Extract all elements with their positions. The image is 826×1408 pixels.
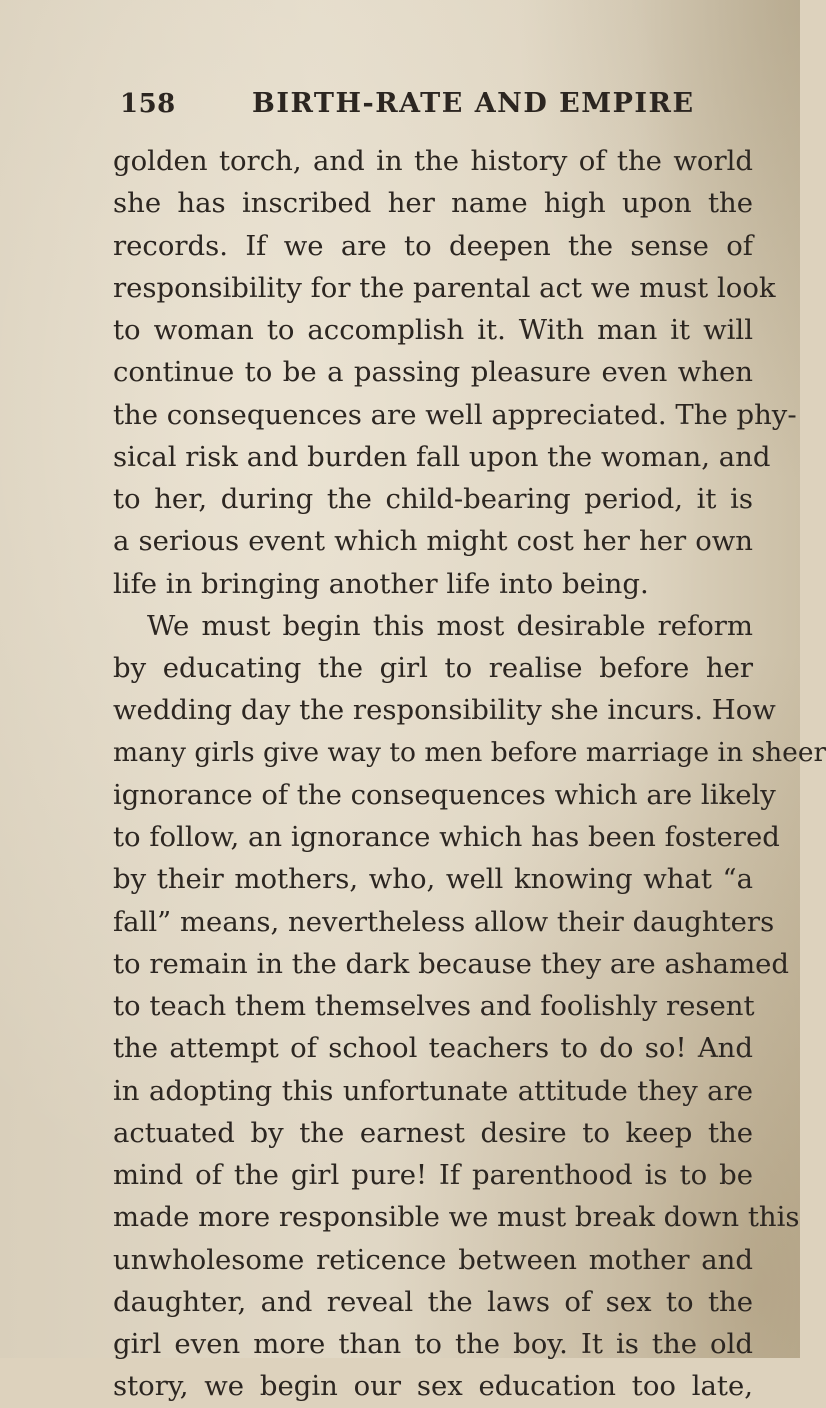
text-line-paragraph-end: life in bringing another life into being. — [113, 567, 649, 600]
text-line: ignorance of the consequences which are likely — [113, 778, 776, 811]
text-line: by educating the girl to realise before her — [113, 652, 753, 684]
text-line: a serious event which might cost her her own — [113, 525, 753, 558]
text-line: the attempt of school teachers to do so! And — [113, 1032, 753, 1065]
text-line: to follow, an ignorance which has been fostered — [113, 821, 780, 853]
page-number: 158 — [120, 89, 176, 119]
text-line: golden torch, and in the history of the world — [113, 145, 753, 177]
text-line: actuated by the earnest desire to keep the — [113, 1116, 753, 1149]
text-line: story, we begin our sex education too late, — [113, 1370, 753, 1403]
text-line: wedding day the responsibility she incurs. How — [113, 694, 776, 727]
text-line: made more responsible we must break down this — [113, 1201, 800, 1234]
running-head: BIRTH-RATE AND EMPIRE — [252, 88, 695, 119]
text-line: records. If we are to deepen the sense of — [113, 229, 753, 262]
text-line: fall” means, nevertheless allow their daughters — [113, 905, 775, 938]
text-line: in adopting this unfortunate attitude they are — [113, 1074, 753, 1107]
text-line: unwholesome reticence between mother and — [113, 1243, 753, 1276]
text-line: she has inscribed her name high upon the — [113, 187, 753, 220]
text-line: sical risk and burden fall upon the woman, and — [113, 440, 771, 473]
text-line: to teach them themselves and foolishly resent — [113, 990, 755, 1022]
text-line: continue to be a passing pleasure even when — [113, 356, 753, 389]
text-line: to her, during the child-bearing period, it is — [113, 483, 753, 515]
page-header — [120, 88, 695, 128]
body-text — [113, 140, 826, 1408]
text-line-paragraph-start: We must begin this most desirable reform — [147, 609, 753, 642]
text-line: by their mothers, who, well knowing what “a — [113, 863, 753, 896]
text-line: daughter, and reveal the laws of sex to the — [113, 1285, 753, 1318]
text-line: many girls give way to men before marriage in sheer — [113, 736, 826, 768]
text-line: girl even more than to the boy. It is the old — [113, 1328, 753, 1360]
text-line: responsibility for the parental act we must look — [113, 271, 776, 304]
text-line: to woman to accomplish it. With man it will — [113, 314, 753, 346]
text-line: mind of the girl pure! If parenthood is to be — [113, 1159, 753, 1191]
text-line: the consequences are well appreciated. The phy- — [113, 398, 797, 431]
text-line: to remain in the dark because they are ashamed — [113, 947, 790, 980]
